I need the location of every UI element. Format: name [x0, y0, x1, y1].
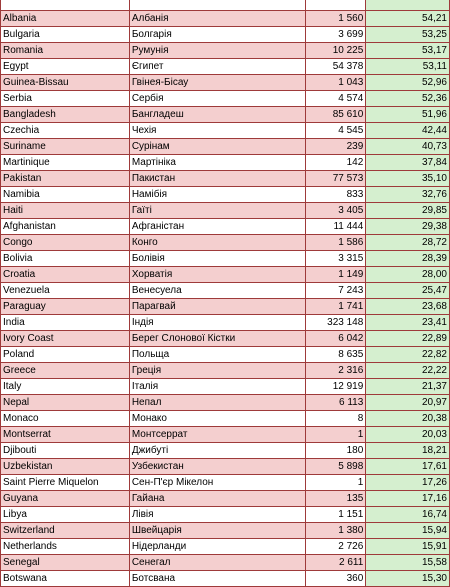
cell-country-en[interactable]: Pakistan	[1, 171, 130, 187]
cell-percent[interactable]: 51,96	[366, 107, 450, 123]
cell-number[interactable]: 1 043	[306, 75, 366, 91]
cell-number[interactable]: 4 545	[306, 123, 366, 139]
cell-country-uk[interactable]: Намібія	[129, 187, 306, 203]
cell-number[interactable]: 1	[306, 427, 366, 443]
cell-percent[interactable]: 15,58	[366, 555, 450, 571]
cell-percent[interactable]: 37,84	[366, 155, 450, 171]
cell-number[interactable]: 6 042	[306, 331, 366, 347]
table-row	[1, 299, 450, 315]
cell-number[interactable]: 360	[306, 571, 366, 587]
cell-country-en[interactable]: Bulgaria	[1, 27, 130, 43]
cell-percent[interactable]: 42,44	[366, 123, 450, 139]
cell-country-en[interactable]: Egypt	[1, 59, 130, 75]
table-row	[1, 219, 450, 235]
table-row	[1, 203, 450, 219]
cell-country-uk[interactable]: Афганістан	[129, 219, 306, 235]
cell-country-en[interactable]: Djibouti	[1, 443, 130, 459]
cell-country-uk[interactable]: Албанія	[129, 11, 306, 27]
table-row	[1, 123, 450, 139]
cell-percent[interactable]: 29,85	[366, 203, 450, 219]
cell-country-uk[interactable]: Гвінея-Бісау	[129, 75, 306, 91]
table-row	[1, 187, 450, 203]
cell-country-en[interactable]: Senegal	[1, 555, 130, 571]
cell-number[interactable]: 7 243	[306, 283, 366, 299]
cell-country-uk[interactable]: Польща	[129, 347, 306, 363]
cell-country-en[interactable]	[1, 0, 130, 11]
cell-number[interactable]: 11 444	[306, 219, 366, 235]
cell-country-en[interactable]: Italy	[1, 379, 130, 395]
cell-percent[interactable]: 17,26	[366, 475, 450, 491]
cell-country-uk[interactable]: Берег Слонової Кістки	[129, 331, 306, 347]
table-row	[1, 443, 450, 459]
cell-number[interactable]: 2 611	[306, 555, 366, 571]
table-row	[1, 395, 450, 411]
table-row	[1, 155, 450, 171]
cell-number[interactable]: 3 699	[306, 27, 366, 43]
cell-percent[interactable]: 23,68	[366, 299, 450, 315]
cell-country-en[interactable]: Bangladesh	[1, 107, 130, 123]
table-row	[1, 491, 450, 507]
cell-country-uk[interactable]: Сурінам	[129, 139, 306, 155]
cell-number[interactable]: 77 573	[306, 171, 366, 187]
table-row	[1, 363, 450, 379]
cell-percent[interactable]: 15,91	[366, 539, 450, 555]
cell-country-uk[interactable]: Чехія	[129, 123, 306, 139]
cell-percent[interactable]: 52,96	[366, 75, 450, 91]
cell-country-uk[interactable]: Узбекистан	[129, 459, 306, 475]
cell-country-en[interactable]: Romania	[1, 43, 130, 59]
cell-country-uk[interactable]: Монако	[129, 411, 306, 427]
cell-percent[interactable]: 53,17	[366, 43, 450, 59]
cell-number[interactable]: 1 380	[306, 523, 366, 539]
cell-country-en[interactable]: Bolivia	[1, 251, 130, 267]
cell-country-en[interactable]: Libya	[1, 507, 130, 523]
cell-country-uk[interactable]: Гайана	[129, 491, 306, 507]
cell-percent[interactable]: 29,38	[366, 219, 450, 235]
table-row	[1, 475, 450, 491]
cell-country-en[interactable]: Greece	[1, 363, 130, 379]
cell-number[interactable]: 323 148	[306, 315, 366, 331]
cell-country-uk[interactable]: Сенегал	[129, 555, 306, 571]
cell-number[interactable]: 1 741	[306, 299, 366, 315]
cell-country-uk[interactable]: Нідерланди	[129, 539, 306, 555]
table-row	[1, 75, 450, 91]
cell-number[interactable]: 10 225	[306, 43, 366, 59]
cell-country-en[interactable]: Croatia	[1, 267, 130, 283]
cell-number[interactable]: 142	[306, 155, 366, 171]
cell-country-uk[interactable]: Мартініка	[129, 155, 306, 171]
cell-country-uk[interactable]: Сен-П'єр Мікелон	[129, 475, 306, 491]
cell-percent[interactable]: 54,21	[366, 11, 450, 27]
cell-number[interactable]: 833	[306, 187, 366, 203]
cell-country-uk[interactable]: Непал	[129, 395, 306, 411]
cell-number[interactable]: 1 151	[306, 507, 366, 523]
cell-number[interactable]: 239	[306, 139, 366, 155]
cell-percent[interactable]: 22,82	[366, 347, 450, 363]
cell-number[interactable]: 5 898	[306, 459, 366, 475]
table-row	[1, 331, 450, 347]
table-row	[1, 539, 450, 555]
cell-percent[interactable]: 53,11	[366, 59, 450, 75]
cell-percent[interactable]: 21,37	[366, 379, 450, 395]
cell-country-uk[interactable]: Сербія	[129, 91, 306, 107]
table-row	[1, 27, 450, 43]
cell-country-en[interactable]: Uzbekistan	[1, 459, 130, 475]
table-row	[1, 379, 450, 395]
cell-percent[interactable]: 18,21	[366, 443, 450, 459]
cell-percent[interactable]: 17,16	[366, 491, 450, 507]
cell-percent[interactable]: 53,25	[366, 27, 450, 43]
cell-number[interactable]: 135	[306, 491, 366, 507]
cell-percent[interactable]: 40,73	[366, 139, 450, 155]
cell-country-en[interactable]: Montserrat	[1, 427, 130, 443]
cell-percent[interactable]: 20,97	[366, 395, 450, 411]
cell-country-en[interactable]: Congo	[1, 235, 130, 251]
cell-country-uk[interactable]: Венесуела	[129, 283, 306, 299]
cell-country-uk[interactable]: Парагвай	[129, 299, 306, 315]
cell-country-en[interactable]: Namibia	[1, 187, 130, 203]
cell-number[interactable]: 8	[306, 411, 366, 427]
table-row	[1, 283, 450, 299]
cell-country-en[interactable]: Poland	[1, 347, 130, 363]
cell-country-en[interactable]: Guinea-Bissau	[1, 75, 130, 91]
table-row	[1, 555, 450, 571]
cell-country-uk[interactable]: Гаїті	[129, 203, 306, 219]
cell-number[interactable]	[306, 0, 366, 11]
cell-country-uk[interactable]: Пакистан	[129, 171, 306, 187]
cell-percent[interactable]: 52,36	[366, 91, 450, 107]
table-row	[1, 571, 450, 587]
table-row	[1, 91, 450, 107]
cell-country-en[interactable]: India	[1, 315, 130, 331]
table-row	[1, 171, 450, 187]
cell-country-en[interactable]: Monaco	[1, 411, 130, 427]
cell-percent[interactable]: 28,39	[366, 251, 450, 267]
cell-number[interactable]: 12 919	[306, 379, 366, 395]
table-row	[1, 235, 450, 251]
cell-country-en[interactable]: Guyana	[1, 491, 130, 507]
cell-percent[interactable]: 16,74	[366, 507, 450, 523]
cell-country-en[interactable]: Venezuela	[1, 283, 130, 299]
cell-country-en[interactable]: Botswana	[1, 571, 130, 587]
cell-country-uk[interactable]: Ботсвана	[129, 571, 306, 587]
cell-percent[interactable]: 22,89	[366, 331, 450, 347]
cell-percent[interactable]	[366, 0, 450, 11]
cell-percent[interactable]: 15,94	[366, 523, 450, 539]
table-row	[1, 427, 450, 443]
table-row	[1, 251, 450, 267]
cell-percent[interactable]: 15,30	[366, 571, 450, 587]
cell-country-uk[interactable]: Болгарія	[129, 27, 306, 43]
cell-number[interactable]: 85 610	[306, 107, 366, 123]
cell-country-uk[interactable]: Італія	[129, 379, 306, 395]
cell-country-uk[interactable]: Джибуті	[129, 443, 306, 459]
table-row	[1, 411, 450, 427]
cell-percent[interactable]: 28,00	[366, 267, 450, 283]
cell-country-en[interactable]: Czechia	[1, 123, 130, 139]
cell-country-uk[interactable]: Монтсеррат	[129, 427, 306, 443]
cell-percent[interactable]: 17,61	[366, 459, 450, 475]
cell-country-en[interactable]: Nepal	[1, 395, 130, 411]
cell-number[interactable]: 1 586	[306, 235, 366, 251]
table-row	[1, 139, 450, 155]
table-row	[1, 347, 450, 363]
table-row	[1, 267, 450, 283]
cell-country-en[interactable]: Albania	[1, 11, 130, 27]
cell-country-en[interactable]: Afghanistan	[1, 219, 130, 235]
cell-number[interactable]: 2 726	[306, 539, 366, 555]
cell-percent[interactable]: 28,72	[366, 235, 450, 251]
cell-number[interactable]: 3 315	[306, 251, 366, 267]
table-row	[1, 11, 450, 27]
cell-country-en[interactable]: Switzerland	[1, 523, 130, 539]
table-row	[1, 507, 450, 523]
cell-country-uk[interactable]: Хорватія	[129, 267, 306, 283]
table-row	[1, 459, 450, 475]
table-body	[1, 0, 450, 587]
table-row	[1, 0, 450, 11]
cell-number[interactable]: 180	[306, 443, 366, 459]
cell-country-en[interactable]: Serbia	[1, 91, 130, 107]
cell-number[interactable]: 2 316	[306, 363, 366, 379]
cell-country-uk[interactable]: Швейцарія	[129, 523, 306, 539]
cell-country-uk[interactable]: Румунія	[129, 43, 306, 59]
cell-percent[interactable]: 25,47	[366, 283, 450, 299]
cell-country-en[interactable]: Haiti	[1, 203, 130, 219]
cell-country-en[interactable]: Martinique	[1, 155, 130, 171]
cell-country-uk[interactable]: Болівія	[129, 251, 306, 267]
cell-number[interactable]: 54 378	[306, 59, 366, 75]
cell-country-uk[interactable]: Єгипет	[129, 59, 306, 75]
cell-country-en[interactable]: Saint Pierre Miquelon	[1, 475, 130, 491]
cell-country-uk[interactable]: Бангладеш	[129, 107, 306, 123]
cell-country-uk[interactable]: Конго	[129, 235, 306, 251]
cell-country-uk[interactable]: Лівія	[129, 507, 306, 523]
cell-country-en[interactable]: Suriname	[1, 139, 130, 155]
cell-number[interactable]: 3 405	[306, 203, 366, 219]
cell-number[interactable]: 6 113	[306, 395, 366, 411]
cell-country-en[interactable]: Ivory Coast	[1, 331, 130, 347]
cell-country-uk[interactable]	[129, 0, 306, 11]
cell-number[interactable]: 1 149	[306, 267, 366, 283]
cell-percent[interactable]: 22,22	[366, 363, 450, 379]
cell-country-en[interactable]: Paraguay	[1, 299, 130, 315]
cell-number[interactable]: 4 574	[306, 91, 366, 107]
cell-number[interactable]: 1	[306, 475, 366, 491]
cell-percent[interactable]: 20,03	[366, 427, 450, 443]
cell-percent[interactable]: 35,10	[366, 171, 450, 187]
cell-country-uk[interactable]: Індія	[129, 315, 306, 331]
table-row	[1, 315, 450, 331]
cell-percent[interactable]: 20,38	[366, 411, 450, 427]
cell-number[interactable]: 8 635	[306, 347, 366, 363]
table-row	[1, 43, 450, 59]
cell-percent[interactable]: 23,41	[366, 315, 450, 331]
cell-percent[interactable]: 32,76	[366, 187, 450, 203]
table-row	[1, 59, 450, 75]
table-row	[1, 107, 450, 123]
cell-country-en[interactable]: Netherlands	[1, 539, 130, 555]
cell-country-uk[interactable]: Греція	[129, 363, 306, 379]
table-row	[1, 523, 450, 539]
cell-number[interactable]: 1 560	[306, 11, 366, 27]
